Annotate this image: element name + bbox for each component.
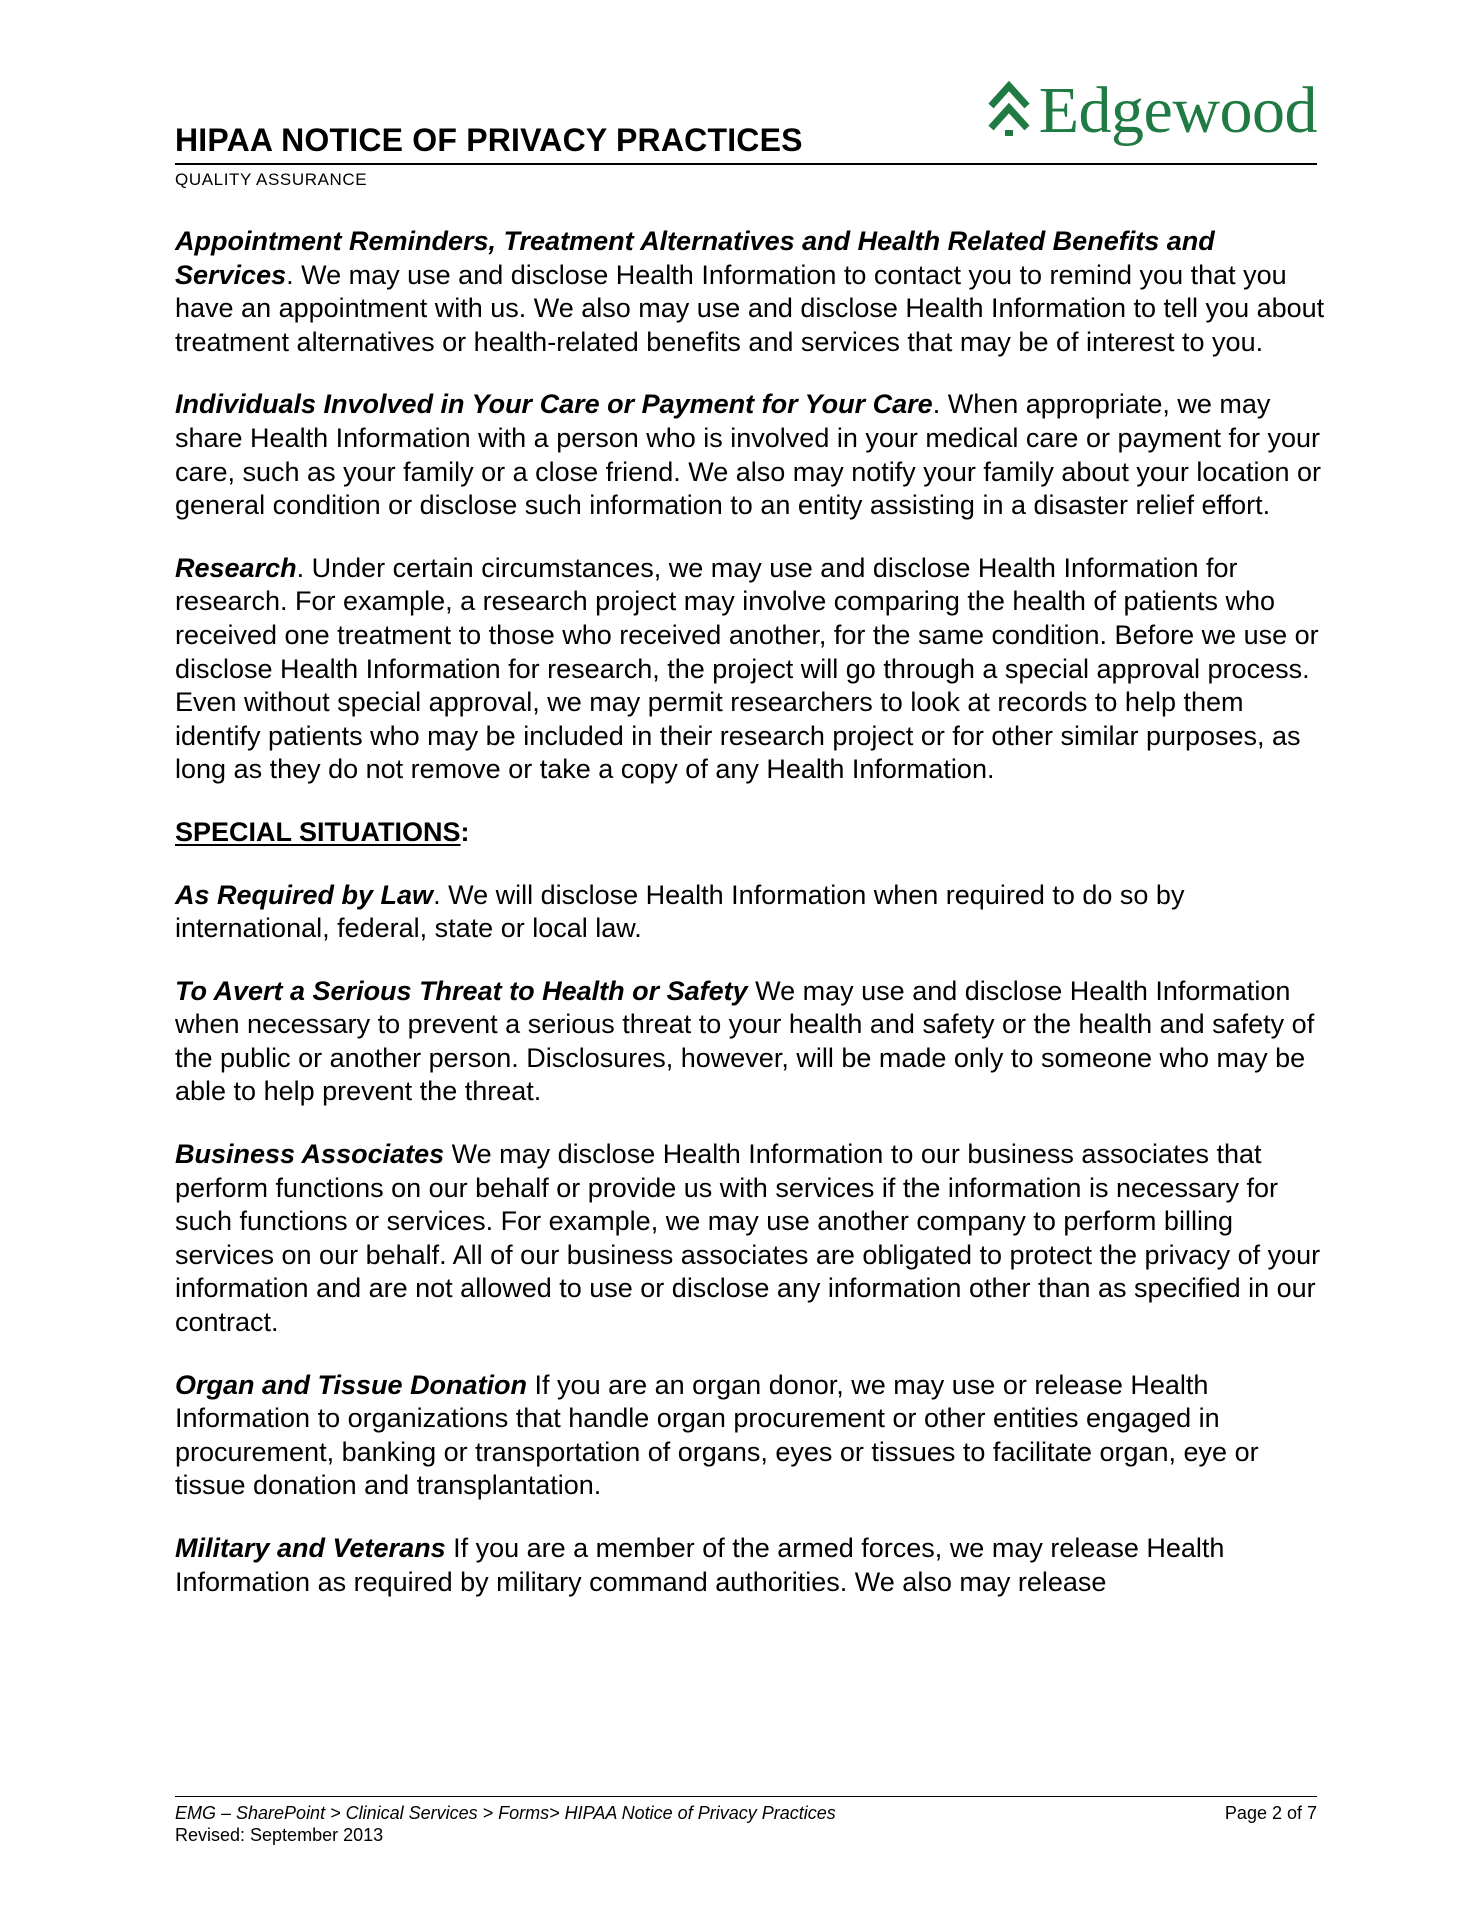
section-heading-suffix: :	[460, 816, 470, 847]
paragraph-term: As Required by Law	[175, 879, 434, 910]
paragraph-term: Individuals Involved in Your Care or Payment for Your Care	[175, 389, 933, 420]
paragraph-body: We may use and disclose Health Information to contact you to remind you that you have an appointment with us. We also may use and disclose Health Information to tell you about treatment alternatives or health-related benefits and services that may be of interest to you.	[175, 259, 1325, 357]
paragraph-term: To Avert a Serious Threat to Health or Safety	[175, 975, 748, 1006]
paragraph-body: Under certain circumstances, we may use and disclose Health Information for research. For example, a research project may involve comparing the health of patients who received one treatment to those who received another, for the same condition. Before we use or disclose Health Information for research, the project will go through a special approval process. Even without special approval, we may permit researchers to look at records to help them identify patients who may be included in their research project or for other similar purposes, as long as they do not remove or take a copy of any Health Information.	[175, 552, 1319, 785]
logo-text: Edgewood	[1038, 74, 1317, 147]
document-subtitle: QUALITY ASSURANCE	[175, 170, 368, 189]
paragraph-body: If you are an organ donor, we may use or release Health Information to organizations that handle organ procurement or other entities engaged in procurement, banking or transportation of organs, eyes or tissues to facilitate organ, eye or tissue donation and transplantation.	[175, 1369, 1259, 1501]
paragraph-organ-donation	[175, 1369, 1325, 1503]
paragraph-punctuation: .	[286, 259, 294, 290]
page-header	[175, 60, 1317, 190]
paragraph-body: We may use and disclose Health Information when necessary to prevent a serious threat to your health and safety or the health and safety of the public or another person. Disclosures, however, will be made only to someone who may be able to help prevent the threat.	[175, 975, 1315, 1107]
paragraph-punctuation: .	[932, 389, 941, 420]
special-situations-heading	[175, 816, 1325, 850]
paragraph-appointment-reminders	[175, 225, 1325, 359]
paragraph-term: Organ and Tissue Donation	[175, 1369, 528, 1400]
paragraph-term: Business Associates	[175, 1139, 445, 1170]
paragraph-avert-threat	[175, 975, 1325, 1109]
paragraph-military-veterans	[175, 1532, 1325, 1599]
double-chevron-up-icon	[985, 76, 1033, 146]
footer-document-path: EMG – SharePoint > Clinical Services > Forms> HIPAA Notice of Privacy Practices	[175, 1803, 836, 1823]
document-title: HIPAA NOTICE OF PRIVACY PRACTICES	[175, 122, 803, 158]
paragraph-term: Research	[175, 552, 297, 583]
footer-divider	[175, 1796, 1317, 1797]
page-number: Page 2 of 7	[1224, 1803, 1317, 1823]
paragraph-body: When appropriate, we may share Health Information with a person who is involved in your medical care or payment for your care, such as your family or a close friend. We also may notify your family about your location or general condition or disclose such information to an entity assisting in a disaster relief effort.	[175, 389, 1321, 521]
paragraph-body: If you are a member of the armed forces, we may release Health Information as required by military command authorities. We also may release	[175, 1533, 1225, 1597]
revision-date: Revised: September 2013	[175, 1825, 384, 1845]
paragraph-punctuation: .	[296, 552, 305, 583]
paragraph-body: We will disclose Health Information when required to do so by international, federal, state or local law.	[175, 879, 1185, 944]
paragraph-individuals-involved	[175, 388, 1325, 522]
paragraph-term: Appointment Reminders, Treatment Alternatives and Health Related Benefits and Services	[175, 226, 1215, 290]
paragraph-punctuation: .	[433, 879, 441, 910]
paragraph-research	[175, 552, 1325, 787]
header-divider	[175, 163, 1317, 165]
paragraph-business-associates	[175, 1138, 1325, 1340]
document-body	[175, 225, 1325, 1628]
section-heading-text: SPECIAL SITUATIONS	[175, 816, 461, 847]
paragraph-body: We may disclose Health Information to our business associates that perform functions on our behalf or provide us with services if the information is necessary for such functions or services. For example, we may use another company to perform billing services on our behalf. All of our business associates are obligated to protect the privacy of your information and are not allowed to use or disclose any information other than as specified in our contract.	[175, 1139, 1321, 1338]
paragraph-required-by-law	[175, 879, 1325, 946]
page-footer	[175, 1796, 1317, 1856]
edgewood-logo	[985, 66, 1317, 156]
paragraph-term: Military and Veterans	[175, 1533, 446, 1563]
